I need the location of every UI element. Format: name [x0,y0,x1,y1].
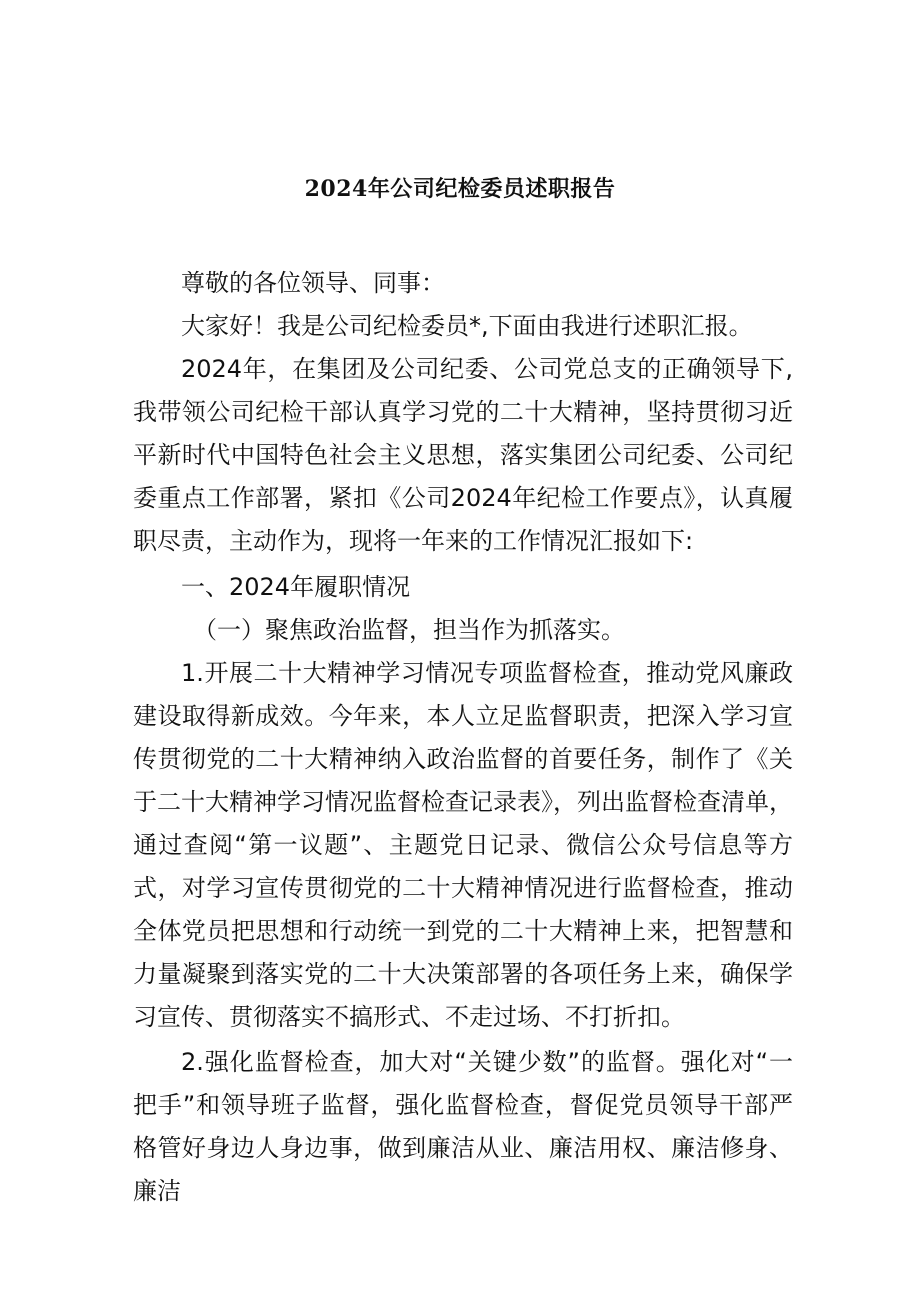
intro-block [133,348,793,563]
salutation-block [133,262,793,305]
item-2-block [133,1041,793,1213]
section-heading-block [133,566,793,609]
greeting: 大家好！我是公司纪检委员*,下面由我进行述职汇报。 [181,312,753,340]
salutation: 尊敬的各位领导、同事： [181,269,445,297]
item-1-block [133,652,793,1039]
subsection-heading: （一）聚焦政治监督，担当作为抓落实。 [193,616,625,644]
document-title: 2024年公司纪检委员述职报告 [304,176,616,202]
intro-paragraph: 2024年，在集团及公司纪委、公司党总支的正确领导下,我带领公司纪检干部认真学习党的二十大精神，坚持贯彻习近平新时代中国特色社会主义思想，落实集团公司纪委、公司纪委重点工作部署，紧扣《公司2024年纪检工作要点》，认真履职尽责，主动作为，现将一年来的工作情况汇报如下: [133,355,793,555]
subsection-heading-block [133,609,793,652]
greeting-block [133,305,793,348]
item-1-paragraph: 1.开展二十大精神学习情况专项监督检查，推动党风廉政建设取得新成效。今年来，本人立足监督职责，把深入学习宣传贯彻党的二十大精神纳入政治监督的首要任务，制作了《关于二十大精神学习情况监督检查记录表》，列出监督检查清单，通过查阅“第一议题”、主题党日记录、微信公众号信息等方式，对学习宣传贯彻党的二十大精神情况进行监督检查，推动全体党员把思想和行动统一到党的二十大精神上来，把智慧和力量凝聚到落实党的二十大决策部署的各项任务上来，确保学习宣传、贯彻落实不搞形式、不走过场、不打折扣。 [133,659,793,1031]
item-2-paragraph: 2.强化监督检查，加大对“关键少数”的监督。强化对“一把手”和领导班子监督，强化监督检查，督促党员领导干部严格管好身边人身边事，做到廉洁从业、廉洁用权、廉洁修身、廉洁 [133,1048,793,1205]
section-heading: 一、2024年履职情况 [181,573,411,601]
